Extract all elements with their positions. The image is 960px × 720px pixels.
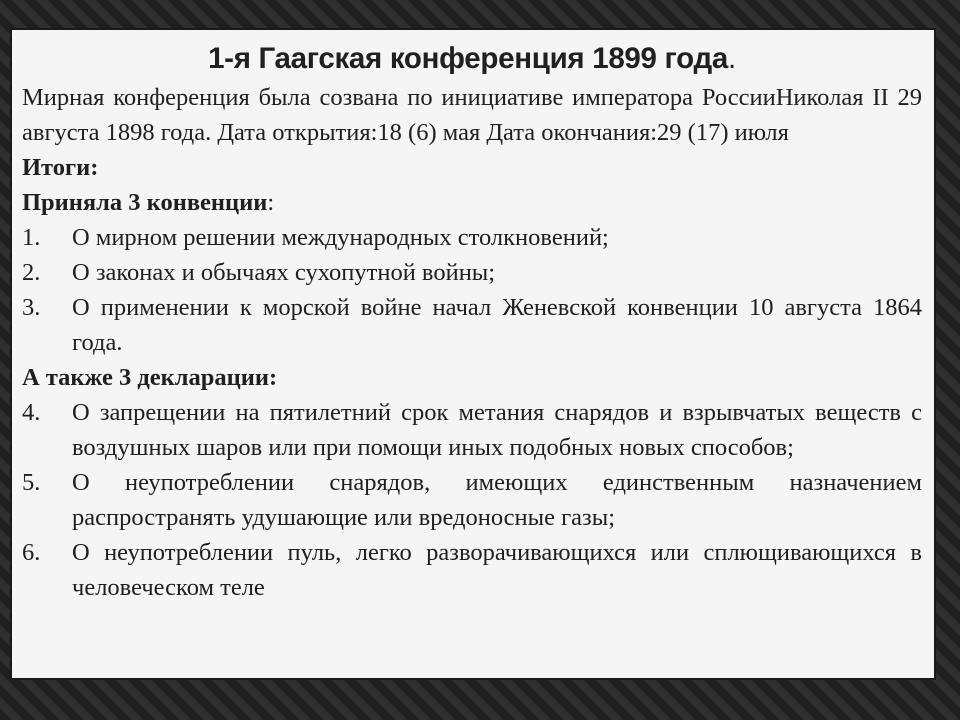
list-item xyxy=(22,465,922,535)
list-item-number: 2. xyxy=(22,259,41,286)
list-item-number: 1. xyxy=(22,224,41,251)
list-item-number: 5. xyxy=(22,469,41,496)
list-item-number: 4. xyxy=(22,399,41,426)
conventions-heading-colon: : xyxy=(267,189,275,216)
results-heading: Итоги: xyxy=(22,154,99,181)
slide-content-panel xyxy=(10,28,936,680)
list-item-text: О неупотреблении пуль, легко разворачивающихся или сплющивающихся в человеческом теле xyxy=(72,539,922,601)
declarations-list xyxy=(22,395,922,605)
slide-title xyxy=(22,42,922,76)
conventions-list xyxy=(22,220,922,360)
slide-title-text: 1-я Гаагская конференция 1899 года xyxy=(208,42,728,75)
slide-body xyxy=(22,80,922,605)
list-item-text: О законах и обычаях сухопутной войны; xyxy=(72,259,496,286)
list-item xyxy=(22,535,922,605)
conventions-heading-text: Приняла 3 конвенции xyxy=(22,189,268,216)
list-item-number: 6. xyxy=(22,539,41,566)
list-item xyxy=(22,290,922,360)
declarations-heading: А также 3 декларации: xyxy=(22,364,278,391)
list-item-text: О запрещении на пятилетний срок метания снарядов и взрывчатых веществ с воздушных шаров или при помощи иных подобных новых способов; xyxy=(72,399,922,461)
list-item xyxy=(22,220,922,255)
list-item-text: О применении к морской войне начал Женевской конвенции 10 августа 1864 года. xyxy=(72,294,922,356)
list-item-text: О неупотреблении снарядов, имеющих единственным назначением распространять удушающие или вредоносные газы; xyxy=(72,469,922,531)
slide-title-dot: . xyxy=(728,42,736,75)
conventions-heading xyxy=(22,185,922,220)
intro-paragraph: Мирная конференция была созвана по инициативе императора РоссииНиколая II 29 августа 1898 года. Дата открытия:18 (6) мая Дата окончания:29 (17) июля xyxy=(22,84,922,146)
list-item xyxy=(22,255,922,290)
list-item-text: О мирном решении международных столкновений; xyxy=(72,224,609,251)
list-item xyxy=(22,395,922,465)
list-item-number: 3. xyxy=(22,294,41,321)
